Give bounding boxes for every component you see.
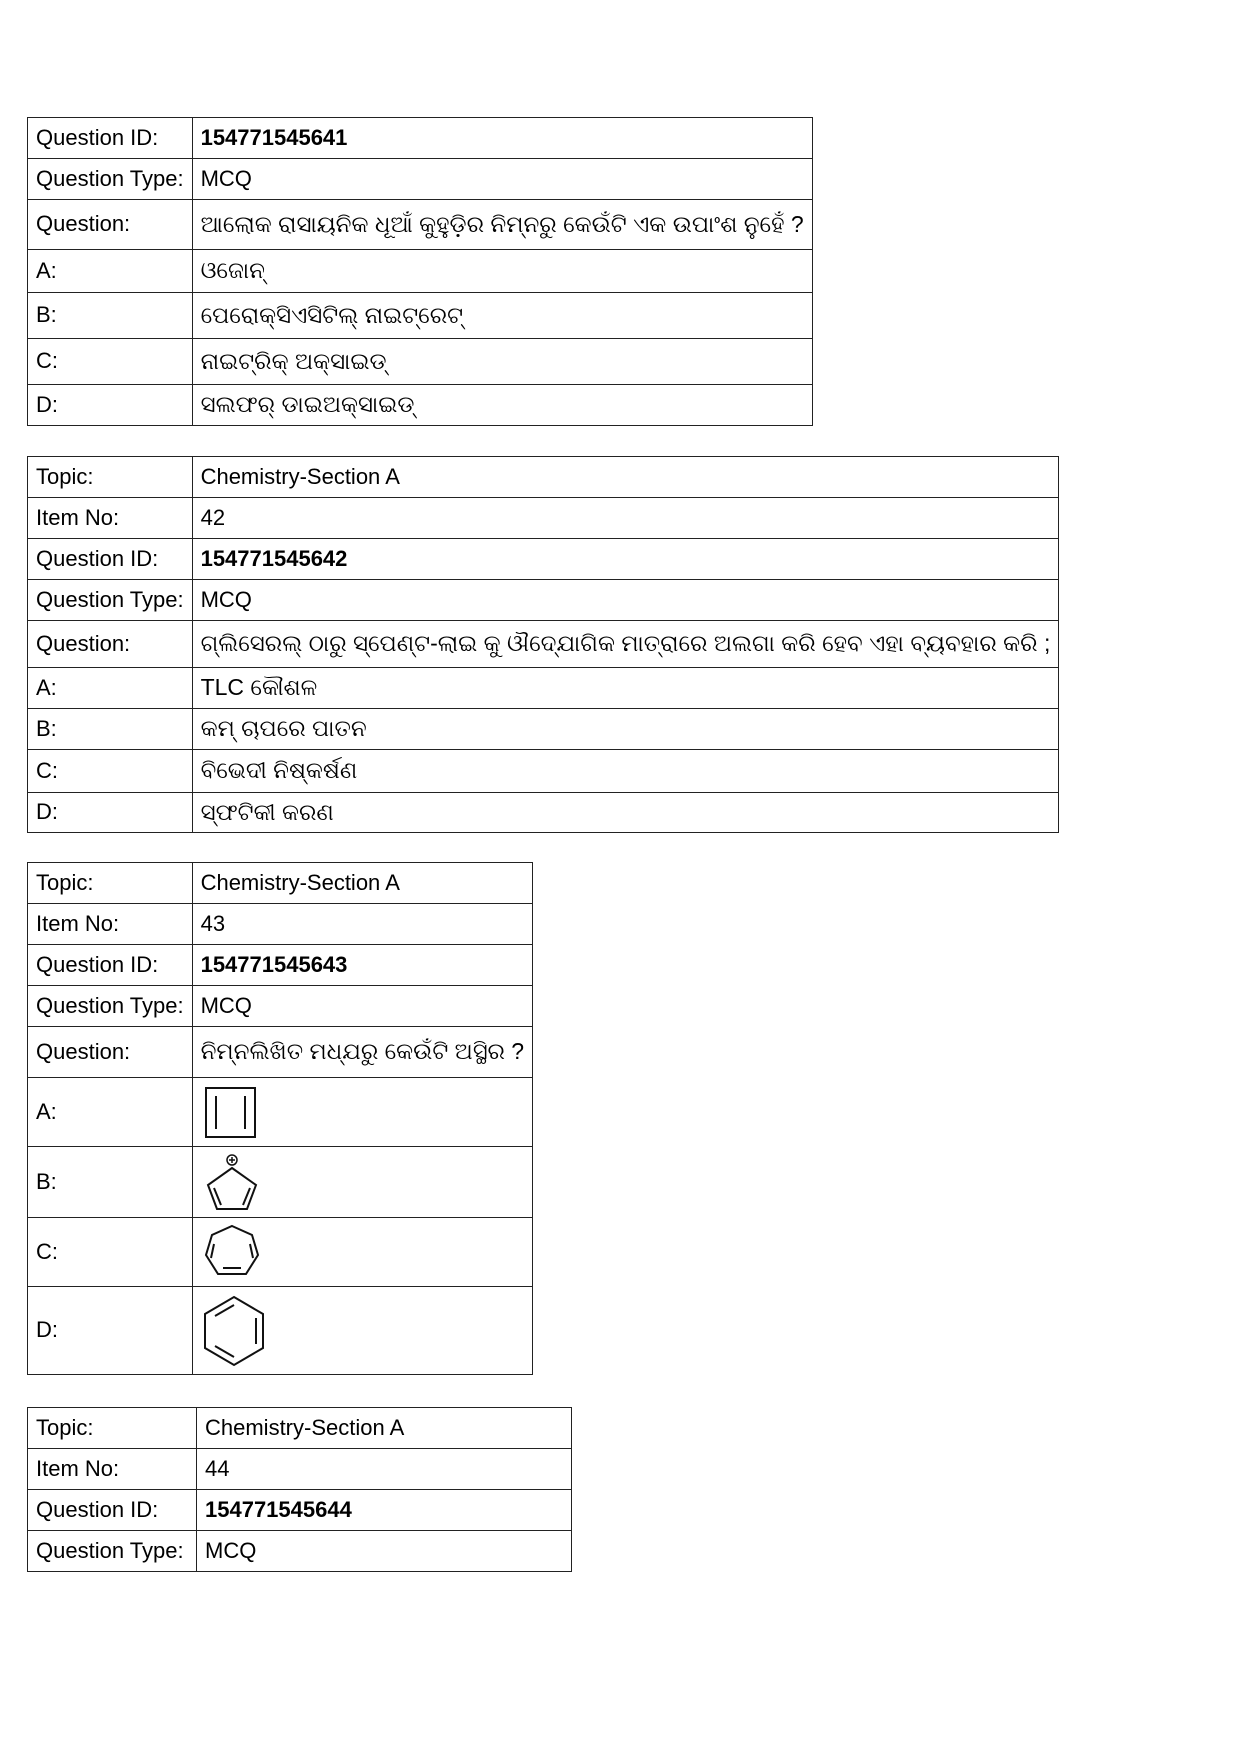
item-no-label: Item No:: [28, 498, 193, 539]
item-no-label: Item No:: [28, 1449, 197, 1490]
option-label: D:: [28, 385, 193, 426]
option-text: ସଲଫର୍ ଡାଇଅକ୍ସାଇଡ୍: [192, 385, 812, 426]
question-id-label: Question ID:: [28, 118, 193, 159]
question-table-44: [27, 1407, 572, 1572]
question-type-value: MCQ: [192, 580, 1059, 621]
option-row-c: [28, 1218, 533, 1287]
question-type-value: MCQ: [197, 1531, 572, 1572]
option-row-a: [28, 1078, 533, 1147]
option-label: A:: [28, 1078, 193, 1147]
topic-value: Chemistry-Section A: [197, 1408, 572, 1449]
question-label: Question:: [28, 200, 193, 250]
question-table-43: [27, 862, 533, 1375]
option-label: B:: [28, 1147, 193, 1218]
question-type-value: MCQ: [192, 159, 812, 200]
row-question-id: [28, 945, 533, 986]
option-text: TLC କୌଶଳ: [192, 668, 1059, 709]
option-text: କମ୍ ଚାପରେ ପାତନ: [192, 709, 1059, 750]
question-label: Question:: [28, 1027, 193, 1078]
option-structure-cell: [192, 1287, 533, 1375]
benzene-structure: [201, 1293, 267, 1369]
option-label: C:: [28, 1218, 193, 1287]
row-question-id: [28, 1490, 572, 1531]
question-id-value: 154771545641: [192, 118, 812, 159]
topic-label: Topic:: [28, 863, 193, 904]
row-question-type: [28, 580, 1059, 621]
option-label: B:: [28, 293, 193, 339]
option-row-b: [28, 709, 1059, 750]
option-row-d: [28, 385, 813, 426]
option-row-b: [28, 293, 813, 339]
question-type-label: Question Type:: [28, 159, 193, 200]
question-type-label: Question Type:: [28, 1531, 197, 1572]
question-id-value: 154771545643: [192, 945, 533, 986]
option-label: D:: [28, 1287, 193, 1375]
row-question-type: [28, 159, 813, 200]
row-item-no: [28, 1449, 572, 1490]
item-no-value: 42: [192, 498, 1059, 539]
option-row-d: [28, 1287, 533, 1375]
topic-value: Chemistry-Section A: [192, 457, 1059, 498]
option-row-c: [28, 339, 813, 385]
question-table-41: [27, 117, 813, 426]
question-id-label: Question ID:: [28, 945, 193, 986]
row-item-no: [28, 904, 533, 945]
question-type-value: MCQ: [192, 986, 533, 1027]
option-text: ସ୍ଫଟିକୀ କରଣ: [192, 793, 1059, 833]
option-structure-cell: [192, 1218, 533, 1287]
row-topic: [28, 1408, 572, 1449]
option-label: B:: [28, 709, 193, 750]
question-id-value: 154771545642: [192, 539, 1059, 580]
option-label: A:: [28, 668, 193, 709]
row-topic: [28, 457, 1059, 498]
question-label: Question:: [28, 621, 193, 668]
row-item-no: [28, 498, 1059, 539]
option-structure-cell: [192, 1147, 533, 1218]
option-row-b: [28, 1147, 533, 1218]
row-question-type: [28, 1531, 572, 1572]
option-label: C:: [28, 750, 193, 793]
topic-value: Chemistry-Section A: [192, 863, 533, 904]
item-no-value: 44: [197, 1449, 572, 1490]
row-question: [28, 621, 1059, 668]
question-text: ଆଲୋକ ରାସାୟନିକ ଧୂଆଁ କୁହୁଡ଼ିର ନିମ୍ନରୁ କେଉଁଟି ଏକ ଉପାଂଶ ନୁହେଁ ?: [192, 200, 812, 250]
question-id-label: Question ID:: [28, 539, 193, 580]
cyclobutadiene-structure: [201, 1083, 261, 1141]
item-no-value: 43: [192, 904, 533, 945]
option-row-d: [28, 793, 1059, 833]
question-type-label: Question Type:: [28, 580, 193, 621]
question-text: ଗ୍ଲିସେରଲ୍ ଠାରୁ ସ୍ପେଣ୍ଟ-ଲାଇ କୁ ଔଦ୍ଯୋଗିକ ମାତ୍ରାରେ ଅଲଗା କରି ହେବ ଏହା ବ୍ୟବହାର କରି ;: [192, 621, 1059, 668]
option-row-a: [28, 668, 1059, 709]
row-topic: [28, 863, 533, 904]
option-text: ନାଇଟ୍ରିକ୍ ଅକ୍ସାଇଡ୍: [192, 339, 812, 385]
cycloheptatriene-structure: [201, 1222, 263, 1282]
question-table-42: [27, 456, 1059, 833]
row-question: [28, 1027, 533, 1078]
cyclopentadienyl-cation-structure: [201, 1152, 263, 1212]
option-label: A:: [28, 250, 193, 293]
option-text: ପେରୋକ୍ସିଏସିଟିଲ୍ ନାଇଟ୍ରେଟ୍: [192, 293, 812, 339]
question-type-label: Question Type:: [28, 986, 193, 1027]
topic-label: Topic:: [28, 1408, 197, 1449]
option-row-a: [28, 250, 813, 293]
question-id-label: Question ID:: [28, 1490, 197, 1531]
option-row-c: [28, 750, 1059, 793]
option-label: C:: [28, 339, 193, 385]
row-question-type: [28, 986, 533, 1027]
option-text: ବିଭେଦୀ ନିଷ୍କର୍ଷଣ: [192, 750, 1059, 793]
question-id-value: 154771545644: [197, 1490, 572, 1531]
option-structure-cell: [192, 1078, 533, 1147]
row-question-id: [28, 118, 813, 159]
row-question: [28, 200, 813, 250]
topic-label: Topic:: [28, 457, 193, 498]
option-text: ଓଜୋନ୍: [192, 250, 812, 293]
question-text: ନିମ୍ନଲିଖିତ ମଧ୍ଯରୁ କେଉଁଟି ଅସ୍ଥିର ?: [192, 1027, 533, 1078]
row-question-id: [28, 539, 1059, 580]
item-no-label: Item No:: [28, 904, 193, 945]
option-label: D:: [28, 793, 193, 833]
